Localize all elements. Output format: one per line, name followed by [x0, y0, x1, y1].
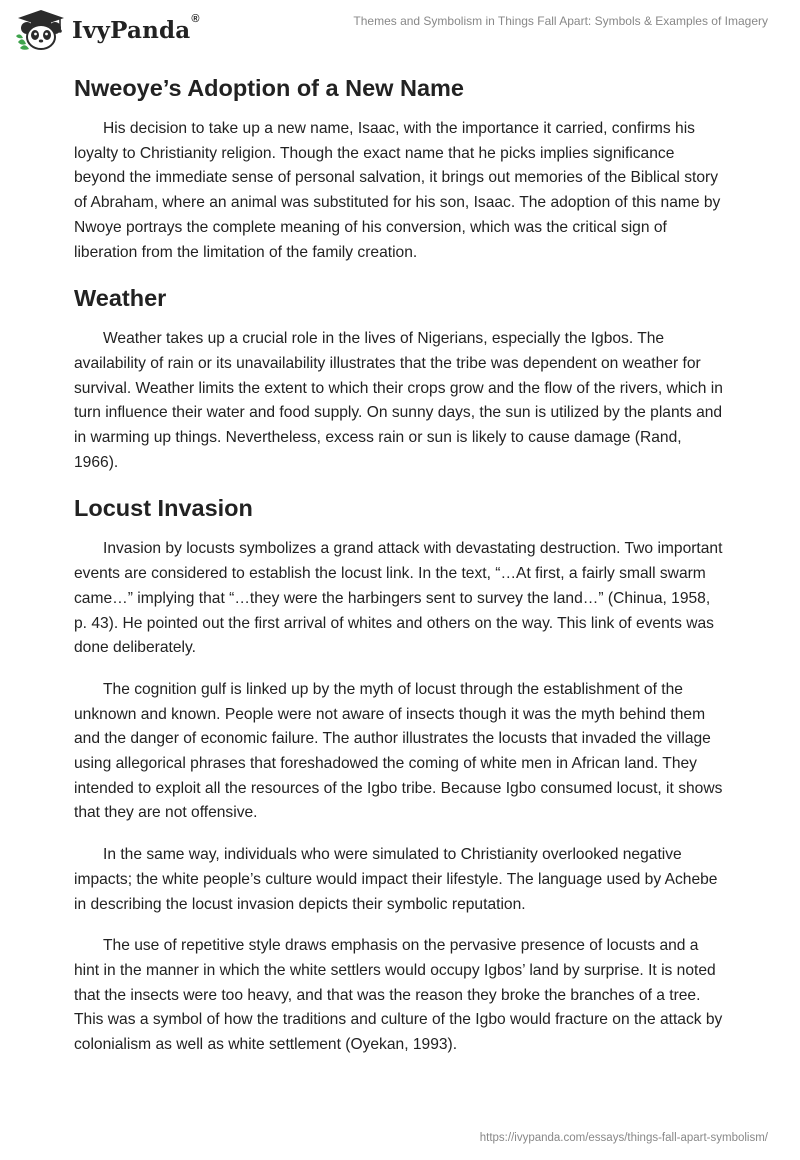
panda-graduate-icon [14, 8, 68, 52]
source-url[interactable]: https://ivypanda.com/essays/things-fall-apart-symbolism/ [479, 1132, 768, 1144]
section-locust-invasion [74, 492, 726, 1057]
section-new-name [74, 72, 726, 265]
paragraph: The cognition gulf is linked up by the myth of locust through the establishment of the unknown and known. People were not aware of insects though it was the myth behind them and the danger of economic failure. The author illustrates the locusts that invaded the village using allegorical phrases that foreshadowed the coming of white men in African land. They intended to exploit all the resources of the Igbo tribe. Because Igbo consumed locust, it shows that they are not offensive. [74, 680, 723, 822]
registered-mark: ® [191, 12, 200, 25]
section-weather [74, 282, 726, 475]
paragraph: Invasion by locusts symbolizes a grand attack with devastating destruction. Two important events are considered to establish the locust link. In the text, “…At first, a fairly small swarm came…” implying that “…they were the harbingers sent to survey the land…” (Chinua, 1958, p. 43). He pointed out the first arrival of whites and others on the way. This link of events was done deliberately. [74, 540, 723, 657]
brand-name [72, 12, 200, 44]
paragraph: Weather takes up a crucial role in the lives of Nigerians, especially the Igbos. The availability of rain or its unavailability illustrates that the tribe was dependent on weather for survival. Weather limits the extent to which their crops grow and the flow of the rivers, which in turn influence their water and food supply. On sunny days, the sun is utilized by the plants and in warming up things. Nevertheless, excess rain or sun is likely to cause damage (Rand, 1966). [74, 330, 723, 471]
article-body [74, 72, 726, 1075]
brand-logo[interactable] [14, 8, 200, 52]
page-header [0, 0, 800, 60]
paragraph: His decision to take up a new name, Isaac, with the importance it carried, confirms his loyalty to Christianity religion. Though the exact name that he picks implies significance beyond the immediate sense of personal salvation, it brings out memories of the Biblical story of Abraham, where an animal was substituted for his son, Isaac. The adoption of this name by Nwoye portrays the complete meaning of his conversion, which was the critical sign of liberation from the limitation of the family creation. [74, 120, 721, 261]
paragraph: The use of repetitive style draws emphasis on the pervasive presence of locusts and a hint in the manner in which the white settlers would occupy Igbos’ land by surprise. It is noted that the insects were too heavy, and that was the reason they broke the branches of a tree. This was a symbol of how the traditions and culture of the Igbo would fracture on the attack by colonialism as well as white settlement (Oyekan, 1993). [74, 937, 723, 1054]
section-heading: Locust Invasion [74, 495, 253, 522]
brand-name-text: IvyPanda [72, 16, 191, 44]
section-heading: Weather [74, 285, 167, 312]
section-heading: Nweoye’s Adoption of a New Name [74, 75, 464, 101]
paragraph: In the same way, individuals who were simulated to Christianity overlooked negative impacts; the white people’s culture would impact their lifestyle. The language used by Achebe in describing the locust invasion depicts their symbolic reputation. [74, 846, 718, 913]
document-title: Themes and Symbolism in Things Fall Apart: Symbols & Examples of Imagery [353, 14, 768, 28]
